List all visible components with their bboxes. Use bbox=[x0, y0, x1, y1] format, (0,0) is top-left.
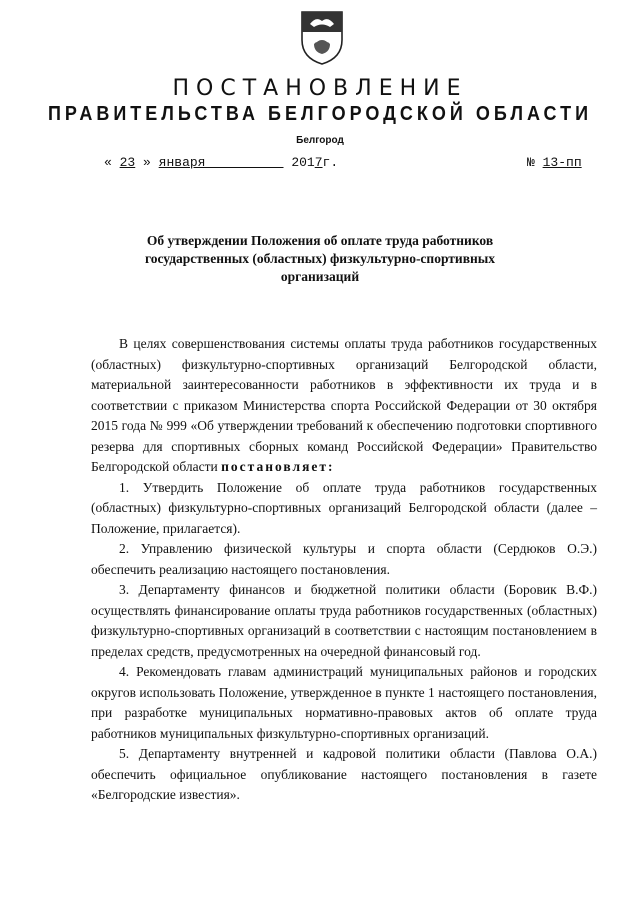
document-date bbox=[104, 155, 338, 170]
document-body bbox=[91, 334, 597, 806]
intro-text: В целях совершенствования системы оплаты труда работников государственных (областных) физкультурно-спортивных организаций Белгородской области, материальной заинтересованности работников в эффективности их труда и в соответствии с приказом Министерства спорта Российской Федерации от 30 октября 2015 года № 999 «Об утверждении требований к обеспечению подготовки спортивного резерва для спортивных сборных команд Российской Федерации» Правительство Белгородской области bbox=[91, 336, 597, 474]
document-heading: Об утверждении Положения об оплате труда работников государственных (областных) физкультурно-спортивных организаций bbox=[144, 233, 496, 284]
intro-paragraph bbox=[91, 334, 597, 478]
number-value: 13-пп bbox=[542, 155, 582, 170]
document-number bbox=[527, 155, 582, 170]
item-5: 5. Департаменту внутренней и кадровой политики области (Павлова О.А.) обеспечить официальное опубликование настоящего постановления в газете «Белгородские известия». bbox=[91, 746, 597, 802]
date-month: января bbox=[158, 155, 206, 170]
date-year-prefix: 201 bbox=[291, 155, 315, 170]
date-year-end: г. bbox=[322, 155, 339, 170]
date-close-quote: » bbox=[143, 155, 151, 170]
city-label: Белгород bbox=[296, 135, 344, 146]
date-day: 23 bbox=[119, 155, 136, 170]
date-year-suffix: 7 bbox=[314, 155, 323, 170]
number-label: № bbox=[527, 155, 535, 170]
decree-word: постановляет: bbox=[221, 459, 335, 474]
document-type-title: ПОСТАНОВЛЕНИЕ bbox=[172, 76, 468, 101]
coat-of-arms-icon bbox=[300, 10, 344, 66]
issuer-title: ПРАВИТЕЛЬСТВА БЕЛГОРОДСКОЙ ОБЛАСТИ bbox=[47, 101, 593, 125]
item-4: 4. Рекомендовать главам администраций муниципальных районов и городских округов использовать Положение, утвержденное в пункте 1 настоящего постановления, при разработке муниципальных нормативно-правовых актов об оплате труда работников муниципальных физкультурно-спортивных организаций. bbox=[91, 664, 597, 741]
date-open-quote: « bbox=[104, 155, 112, 170]
item-1: 1. Утвердить Положение об оплате труда работников государственных (областных) физкультурно-спортивных организаций Белгородской области (далее – Положение, прилагается). bbox=[91, 479, 597, 536]
item-2: 2. Управлению физической культуры и спорта области (Сердюков О.Э.) обеспечить реализацию настоящего постановления. bbox=[91, 541, 597, 577]
item-3: 3. Департаменту финансов и бюджетной политики области (Боровик В.Ф.) осуществлять финансирование оплаты труда работников государственных (областных) физкультурно-спортивных организаций в соответствии с настоящим постановлением в пределах средств, предусмотренных на очередной финансовый год. bbox=[91, 582, 597, 659]
